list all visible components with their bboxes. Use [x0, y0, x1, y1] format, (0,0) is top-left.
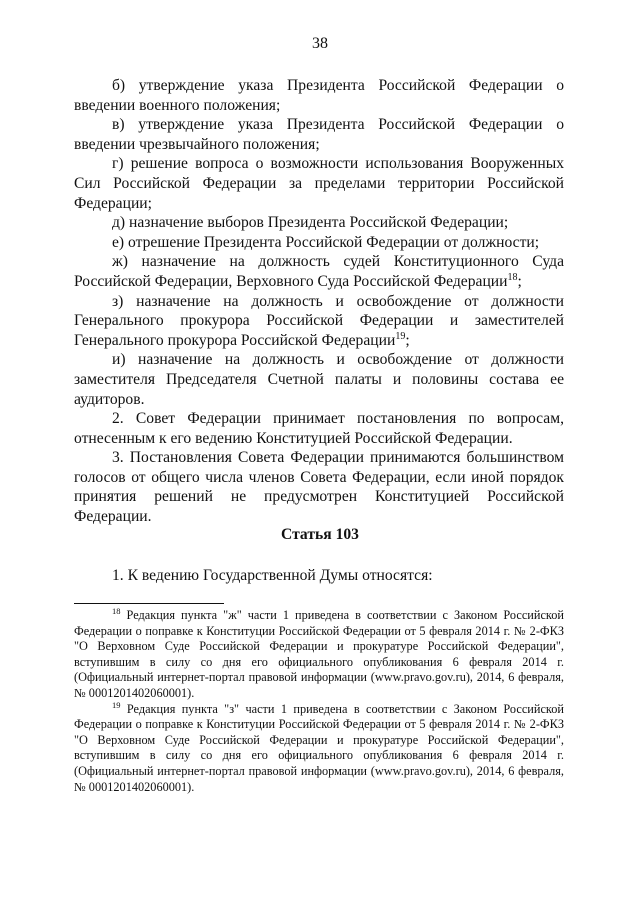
paragraph-zh-text: ж) назначение на должность судей Конституционного Суда Российской Федерации, Верховного Суда Российской Федерации [74, 253, 564, 290]
paragraph-g-text: г) решение вопроса о возможности использования Вооруженных Сил Российской Федерации за пределами территории Российской Федерации; [74, 155, 564, 212]
footnote-divider [74, 603, 224, 604]
paragraph-b-text: б) утверждение указа Президента Российской Федерации о введении военного положения; [74, 77, 564, 114]
paragraph-e-text: е) отрешение Президента Российской Федерации от должности; [112, 233, 540, 251]
paragraph-b [74, 76, 564, 115]
footnote-19 [74, 699, 565, 796]
article-heading: Статья 103 [281, 526, 359, 543]
article-item-1: 1. К ведению Государственной Думы относятся: [112, 567, 433, 584]
paragraph-z [74, 292, 564, 351]
paragraph-3 [74, 448, 564, 526]
paragraph-d-text: д) назначение выборов Президента Российской Федерации; [112, 214, 509, 232]
footnote-19-number: 19 [112, 699, 121, 710]
paragraph-v-text: в) утверждение указа Президента Российской Федерации о введении чрезвычайного положения; [74, 116, 564, 153]
footnote-18 [74, 605, 564, 702]
paragraph-e [74, 233, 564, 253]
footnote-18-number: 18 [112, 605, 121, 616]
body-text [74, 76, 564, 527]
paragraph-2-text: 2. Совет Федерации принимает постановления по вопросам, отнесенным к его ведению Конституцией Российской Федерации. [74, 410, 564, 447]
paragraph-z-text: з) назначение на должность и освобождение от должности Генерального прокурора Российской Федерации и заместителей Генерального прокурора Российской Федерации [74, 292, 564, 349]
paragraph-i [74, 350, 564, 409]
paragraph-z-tail: ; [405, 331, 410, 349]
footnote-19-text: Редакция пункта "з" части 1 приведена в соответствии с Законом Российской Федерации о поправке к Конституции Российской Федерации от 5 февраля 2014 г. № 2-ФКЗ "О Верховном Суде Российской Федерации и прокуратуре Российской Федерации", вступившим в силу со дня его официального опубликования 6 февраля 2014 г. (Официальный интернет-портал правовой информации (www.pravo.gov.ru), 2014, 6 февраля, № 0001201402060001). [74, 701, 565, 794]
paragraph-g [74, 154, 564, 213]
paragraph-d [74, 213, 564, 233]
footnotes [74, 605, 565, 795]
paragraph-3-text: 3. Постановления Совета Федерации принимаются большинством голосов от общего числа членов Совета Федерации, если иной порядок принятия решений не предусмотрен Конституцией Российской Федерации. [74, 449, 564, 526]
paragraph-zh-tail: ; [517, 272, 522, 290]
footnote-ref-19: 19 [395, 330, 406, 342]
page-number: 38 [312, 35, 328, 52]
paragraph-v [74, 115, 564, 154]
paragraph-zh [74, 252, 564, 291]
paragraph-i-text: и) назначение на должность и освобождение от должности заместителя Председателя Счетной палаты и половины состава ее аудиторов. [74, 351, 564, 408]
footnote-ref-18: 18 [507, 271, 518, 283]
paragraph-2 [74, 409, 564, 448]
footnote-18-text: Редакция пункта "ж" части 1 приведена в соответствии с Законом Российской Федерации о поправке к Конституции Российской Федерации от 5 февраля 2014 г. № 2-ФКЗ "О Верховном Суде Российской Федерации и прокуратуре Российской Федерации", вступившим в силу со дня его официального опубликования 6 февраля 2014 г. (Официальный интернет-портал правовой информации (www.pravo.gov.ru), 2014, 6 февраля, № 0001201402060001). [74, 608, 564, 700]
article-item [74, 566, 564, 586]
